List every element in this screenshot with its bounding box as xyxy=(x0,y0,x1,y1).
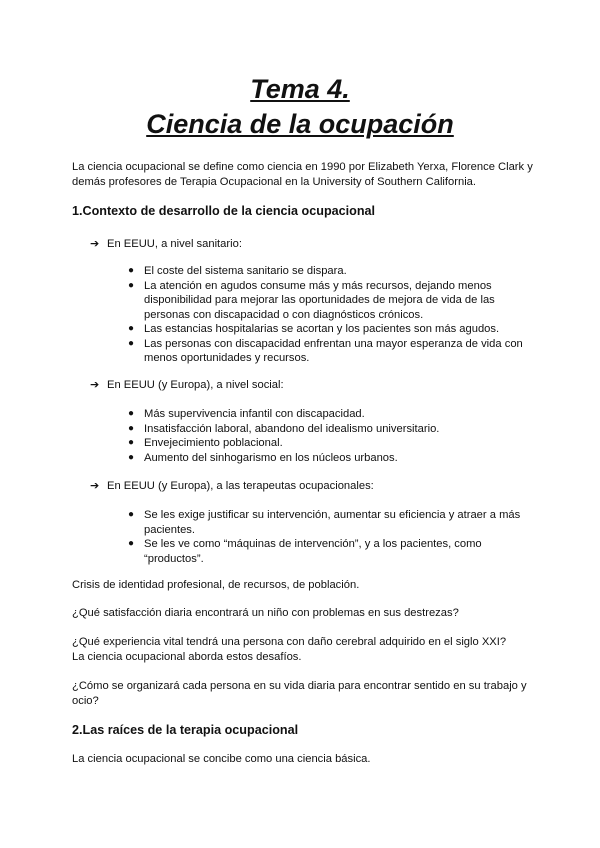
list-item: ● Las personas con discapacidad enfrentan una mayor esperanza de vida con menos oportunidades y recursos. xyxy=(128,337,523,364)
list-item: ● Se les exige justificar su intervención, aumentar su eficiencia y atraer a más pacientes. xyxy=(128,509,521,536)
bullet-dot-icon: ● xyxy=(128,509,135,520)
group3-label-line xyxy=(90,479,540,494)
group3-list xyxy=(126,508,526,566)
arrow-right-icon: ➔ xyxy=(90,378,100,391)
group1-label: En EEUU, a nivel sanitario: xyxy=(107,238,242,250)
list-item: ● Las estancias hospitalarias se acortan y los pacientes son más agudos. xyxy=(128,323,500,335)
bullet-dot-icon: ● xyxy=(128,323,135,334)
page-title-line2: Ciencia de la ocupación xyxy=(146,109,454,139)
bullet-dot-icon: ● xyxy=(128,437,135,448)
challenges-paragraph: La ciencia ocupacional aborda estos desafíos. xyxy=(72,651,302,663)
group2-label: En EEUU (y Europa), a nivel social: xyxy=(107,379,284,391)
crisis-paragraph: Crisis de identidad profesional, de recursos, de población. xyxy=(72,579,360,591)
bullet-dot-icon: ● xyxy=(128,422,135,434)
bullet-dot-icon: ● xyxy=(128,451,135,463)
page-title-line1: Tema 4. xyxy=(250,74,350,104)
question1-paragraph: ¿Qué satisfacción diaria encontrará un niño con problemas en sus destrezas? xyxy=(72,607,459,619)
group2-label-line xyxy=(90,378,540,393)
group2-list xyxy=(126,407,526,465)
intro-paragraph: La ciencia ocupacional se define como ciencia en 1990 por Elizabeth Yerxa, Florence Clark y demás profesores de Terapia Ocupacional en la University of Southern California. xyxy=(72,161,533,188)
bullet-dot-icon: ● xyxy=(128,279,135,291)
bullet-dot-icon: ● xyxy=(128,408,135,419)
list-item: ● Más supervivencia infantil con discapacidad. xyxy=(128,408,365,420)
list-item: ● Envejecimiento poblacional. xyxy=(128,437,283,449)
list-item: ● El coste del sistema sanitario se dispara. xyxy=(128,265,347,277)
section1-heading: 1.Contexto de desarrollo de la ciencia ocupacional xyxy=(72,204,376,218)
list-item: ● Se les ve como “máquinas de intervención”, y a los pacientes, como “productos”. xyxy=(128,538,482,565)
list-item: ● Aumento del sinhogarismo en los núcleos urbanos. xyxy=(128,451,398,464)
list-item: ● Insatisfacción laboral, abandono del idealismo universitario. xyxy=(128,422,440,435)
section2-heading: 2.Las raíces de la terapia ocupacional xyxy=(72,723,299,737)
group1-list xyxy=(126,264,526,366)
group1-label-line xyxy=(90,237,540,252)
group3-label: En EEUU (y Europa), a las terapeutas ocupacionales: xyxy=(107,480,374,492)
question2-paragraph: ¿Qué experiencia vital tendrá una persona con daño cerebral adquirido en el siglo XXI? xyxy=(72,636,507,648)
bullet-dot-icon: ● xyxy=(128,538,135,549)
bullet-dot-icon: ● xyxy=(128,265,135,276)
arrow-right-icon: ➔ xyxy=(90,237,100,250)
arrow-right-icon: ➔ xyxy=(90,479,100,492)
question3-paragraph: ¿Cómo se organizará cada persona en su vida diaria para encontrar sentido en su trabajo y ocio? xyxy=(72,680,527,707)
bullet-dot-icon: ● xyxy=(128,337,135,349)
list-item: ● La atención en agudos consume más y más recursos, dejando menos disponibilidad para mejorar las oportunidades de mejora de vida de las personas con discapacidad o con diagnósticos crónicos. xyxy=(128,279,495,321)
section2-paragraph: La ciencia ocupacional se concibe como una ciencia básica. xyxy=(72,753,371,765)
